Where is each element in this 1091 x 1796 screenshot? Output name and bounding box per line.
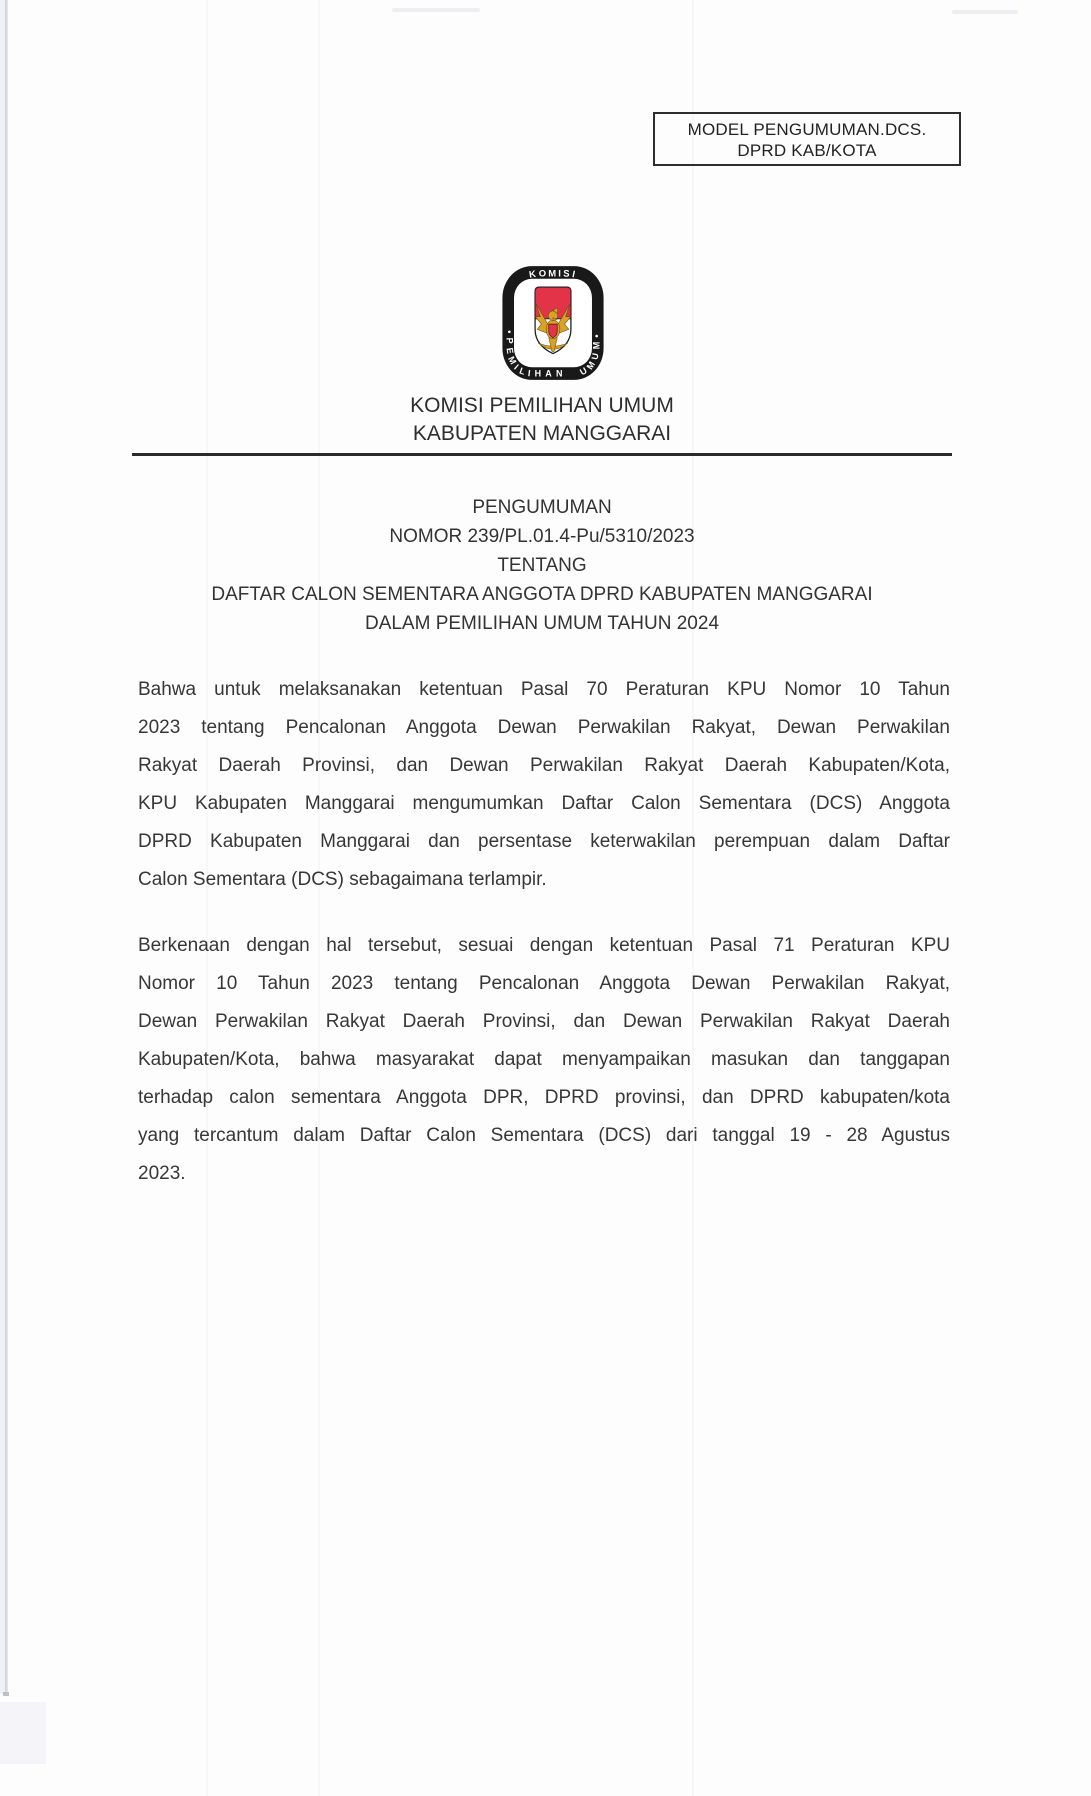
paragraph-line: Calon Sementara (DCS) sebagaimana terlampir. [138,869,547,890]
paragraph-line: Kabupaten/Kota, bahwa masyarakat dapat menyampaikan masukan dan tanggapan [138,1049,950,1070]
paragraph-line: yang tercantum dalam Daftar Calon Sementara (DCS) dari tanggal 19 - 28 Agustus [138,1125,950,1146]
body-paragraph-1 [138,671,950,899]
title-line-election: DALAM PEMILIHAN UMUM TAHUN 2024 [364,613,720,634]
letterhead [132,392,952,448]
model-box-line1: MODEL PENGUMUMAN.DCS. [687,120,927,139]
paragraph-line: terhadap calon sementara Anggota DPR, DPRD provinsi, dan DPRD kabupaten/kota [138,1087,950,1108]
title-line-pengumuman: PENGUMUMAN [472,497,612,518]
scan-edge-artifact [5,0,8,1692]
garuda-chest-shield [549,324,557,338]
body-paragraph-2 [138,927,950,1193]
scan-edge-artifact [3,1692,9,1696]
title-line-subject: DAFTAR CALON SEMENTARA ANGGOTA DPRD KABUPATEN MANGGARAI [211,584,873,605]
title-line-tentang: TENTANG [497,555,587,576]
scan-corner-artifact [0,1702,46,1764]
paragraph-line: 2023 tentang Pencalonan Anggota Dewan Perwakilan Rakyat, Dewan Perwakilan [138,717,950,738]
model-box-line2: DPRD KAB/KOTA [737,141,877,160]
announcement-title-block [132,493,952,638]
paragraph-line: DPRD Kabupaten Manggarai dan persentase keterwakilan perempuan dalam Daftar [138,831,950,852]
paragraph-line: KPU Kabupaten Manggarai mengumumkan Daftar Calon Sementara (DCS) Anggota [138,793,950,814]
letterhead-region-name: KABUPATEN MANGGARAI [412,422,672,445]
model-annotation-box [653,112,961,166]
paragraph-line: Nomor 10 Tahun 2023 tentang Pencalonan Anggota Dewan Perwakilan Rakyat, [138,973,950,994]
kpu-logo-emblem [500,264,606,382]
logo-ring-text-top: KOMISI [528,268,578,281]
paragraph-line: Bahwa untuk melaksanakan ketentuan Pasal 70 Peraturan KPU Nomor 10 Tahun [138,679,950,700]
kpu-logo [500,264,606,382]
logo-ring-text-around: •PEMILIHAN UMUM• [504,330,602,380]
paragraph-line: Rakyat Daerah Provinsi, dan Dewan Perwakilan Rakyat Daerah Kabupaten/Kota, [138,755,950,776]
title-line-nomor: NOMOR 239/PL.01.4-Pu/5310/2023 [389,526,695,547]
letterhead-rule [132,453,952,456]
scan-smudge-artifact [392,8,480,12]
paragraph-line: Berkenaan dengan hal tersebut, sesuai dengan ketentuan Pasal 71 Peraturan KPU [138,935,950,956]
paragraph-line: 2023. [138,1163,186,1184]
paragraph-line: Dewan Perwakilan Rakyat Daerah Provinsi, dan Dewan Perwakilan Rakyat Daerah [138,1011,950,1032]
scan-smudge-artifact [952,10,1018,14]
letterhead-org-name: KOMISI PEMILIHAN UMUM [410,394,674,417]
